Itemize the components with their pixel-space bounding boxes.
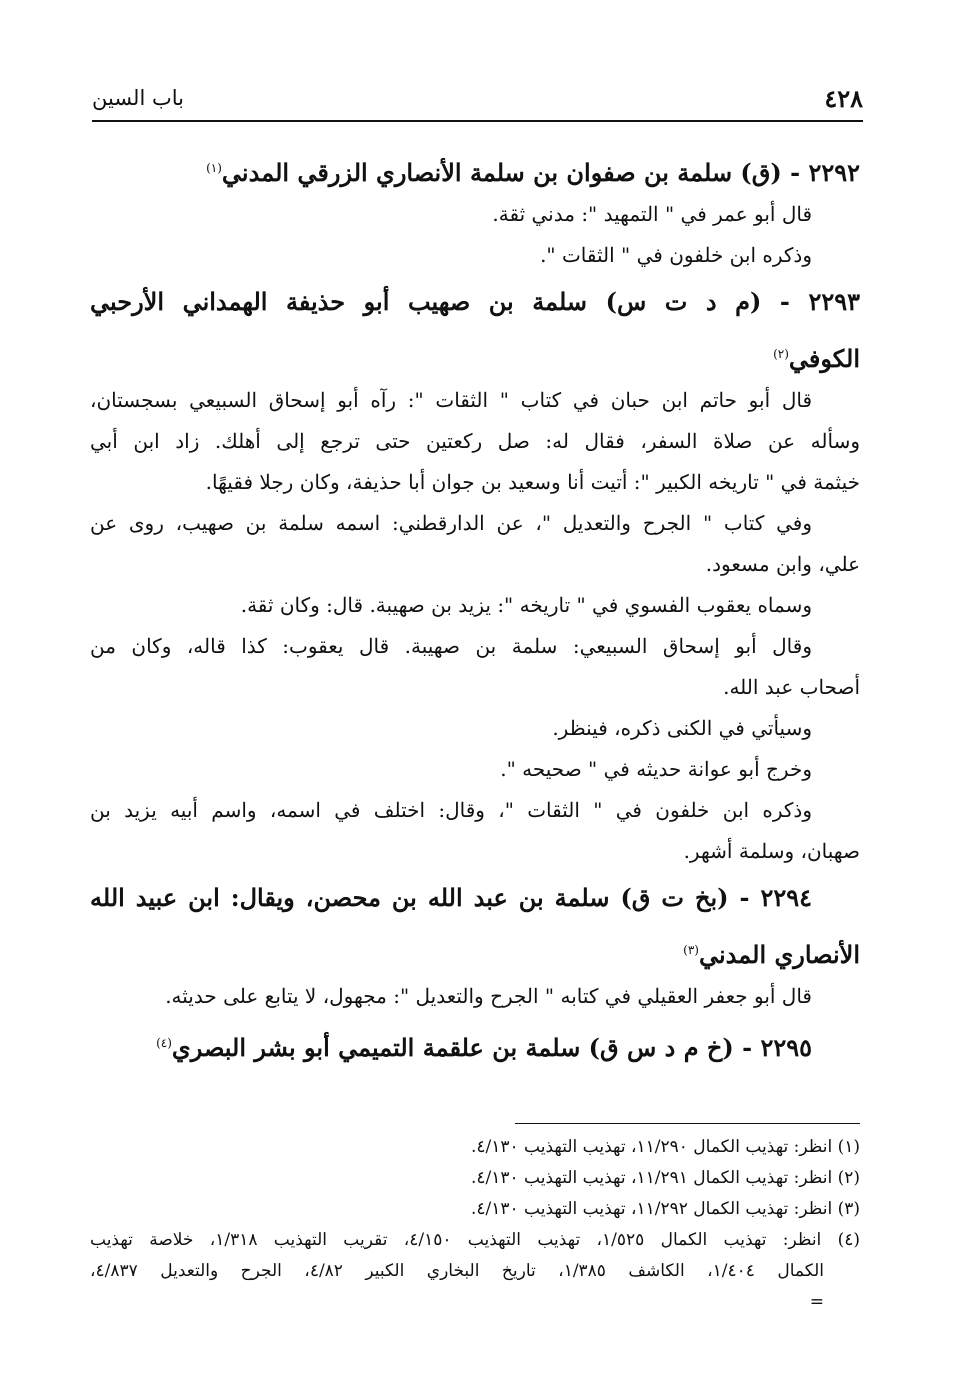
footnote-line: (١) انظر: تهذيب الكمال ١١/٢٩٠، تهذيب التهذيب ٤/١٣٠.: [470, 1137, 860, 1157]
text-line: [90, 790, 860, 831]
footnote-separator: [515, 1123, 860, 1124]
text-line: [90, 235, 860, 276]
footnote-marker[interactable]: (٤): [156, 1036, 172, 1050]
line-text: خيثمة في " تاريخه الكبير ": أتيت أنا وسعيد بن جوان أبا حذيفة، وكان رجلا فقيهًا.: [205, 470, 860, 494]
text-line: [90, 544, 860, 585]
line-text: قال أبو عمر في " التمهيد ": مدني ثقة.: [492, 202, 812, 226]
line-text: ٢٢٩٢ - (ق) سلمة بن صفوان بن سلمة الأنصاري الزرقي المدني: [221, 158, 860, 187]
entry-heading: [90, 924, 860, 976]
footnotes: [90, 1132, 860, 1318]
line-text: وسماه يعقوب الفسوي في " تاريخه ": يزيد بن صهيبة. قال: وكان ثقة.: [240, 593, 812, 617]
text-line: [90, 194, 860, 235]
line-text: صهبان، وسلمة أشهر.: [683, 839, 860, 863]
page-header: [92, 84, 863, 122]
footnote-line: الكمال ١/٤٠٤، الكاشف ١/٣٨٥، تاريخ البخاري الكبير ٤/٨٢، الجرح والتعديل ٤/٨٣٧،: [90, 1261, 825, 1281]
text-line: [90, 749, 860, 790]
line-text: علي، وابن مسعود.: [705, 552, 860, 576]
line-text: أصحاب عبد الله.: [723, 675, 860, 699]
text-line: [90, 626, 860, 667]
entry-heading: [90, 142, 860, 194]
line-text: قال أبو حاتم ابن حبان في كتاب " الثقات ": رآه أبو إسحاق السبيعي بسجستان،: [90, 388, 812, 412]
line-text: الأنصاري المدني: [698, 940, 860, 969]
entry-heading: [90, 1017, 860, 1069]
chapter-title: باب السين: [92, 86, 184, 110]
footnote-marker[interactable]: (٢): [773, 347, 789, 361]
line-text: وقال أبو إسحاق السبيعي: سلمة بن صهيبة. قال يعقوب: كذا قاله، وكان من: [90, 634, 812, 658]
line-text: قال أبو جعفر العقيلي في كتابه " الجرح والتعديل ": مجهول، لا يتابع على حديثه.: [165, 984, 812, 1008]
footnote-line: (٣) انظر: تهذيب الكمال ١١/٢٩٢، تهذيب التهذيب ٤/١٣٠.: [470, 1199, 860, 1219]
footnote-line: (٢) انظر: تهذيب الكمال ١١/٢٩١، تهذيب التهذيب ٤/١٣٠.: [470, 1168, 860, 1188]
line-text: وخرج أبو عوانة حديثه في " صحيحه ".: [500, 757, 812, 781]
line-text: ٢٢٩٥ - (خ م د س ق) سلمة بن علقمة التميمي أبو بشر البصري: [171, 1033, 812, 1062]
text-line: [90, 380, 860, 421]
page-number: ٤٢٨: [824, 84, 863, 113]
text-line: [90, 708, 860, 749]
text-line: [90, 976, 860, 1017]
main-text: [90, 142, 860, 1069]
footnote-line: (٤) انظر: تهذيب الكمال ١/٥٢٥، تهذيب التهذيب ٤/١٥٠، تقريب التهذيب ١/٣١٨، خلاصة تهذيب: [90, 1230, 860, 1250]
footnote-marker[interactable]: (١): [206, 161, 222, 175]
line-text: الكوفي: [788, 344, 860, 373]
footnote-marker[interactable]: (٣): [683, 943, 699, 957]
entry-heading: [90, 276, 860, 328]
line-text: وفي كتاب " الجرح والتعديل "، عن الدارقطني: اسمه سلمة بن صهيب، روى عن: [90, 511, 812, 535]
line-text: وسأله عن صلاة السفر، فقال له: صل ركعتين حتى ترجع إلى أهلك. زاد ابن أبي: [90, 429, 860, 453]
entry-heading: [90, 328, 860, 380]
text-line: [90, 462, 860, 503]
text-line: [90, 421, 860, 462]
text-line: [90, 667, 860, 708]
line-text: وسيأتي في الكنى ذكره، فينظر.: [552, 716, 812, 740]
entry-heading: [90, 872, 860, 924]
line-text: ٢٢٩٤ - (بخ ت ق) سلمة بن عبد الله بن محصن، ويقال: ابن عبيد الله: [90, 883, 812, 912]
line-text: ٢٢٩٣ - (م د ت س) سلمة بن صهيب أبو حذيفة الهمداني الأرحبي: [90, 287, 860, 316]
footnote-line: =: [809, 1292, 824, 1312]
line-text: وذكره ابن خلفون في " الثقات "، وقال: اختلف في اسمه، واسم أبيه يزيد بن: [90, 798, 812, 822]
text-line: [90, 503, 860, 544]
line-text: وذكره ابن خلفون في " الثقات ".: [540, 243, 812, 267]
text-line: [90, 831, 860, 872]
text-line: [90, 585, 860, 626]
